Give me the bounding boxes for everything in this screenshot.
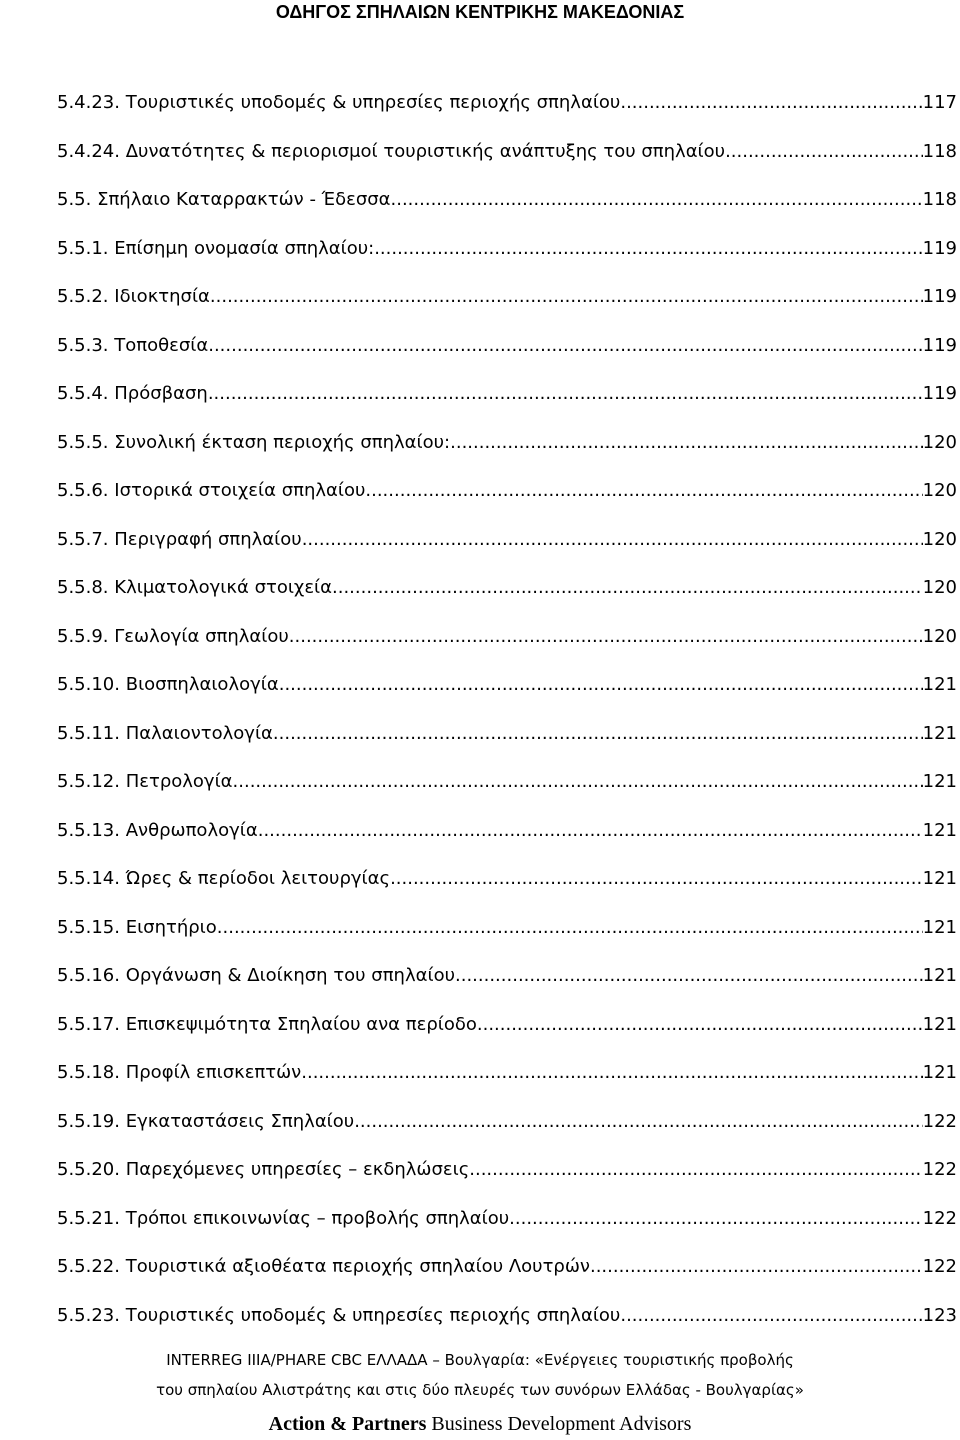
toc-entry-page: 123: [922, 1304, 957, 1326]
toc-entry-title: Παλαιοντολογία: [125, 722, 273, 744]
toc-entry-title: Πετρολογία: [125, 771, 233, 793]
toc-entry-page: 120: [922, 480, 957, 502]
toc-entry-number: 5.5.13.: [57, 819, 120, 841]
toc-entry-page: 120: [922, 577, 957, 599]
toc-entry-page: 121: [922, 965, 957, 987]
toc-entry-label: [57, 322, 208, 371]
dot-leader: [450, 419, 923, 468]
toc-entry[interactable]: [57, 807, 957, 856]
dot-leader: [590, 1243, 923, 1292]
toc-entry-number: 5.5.6.: [57, 480, 109, 502]
dot-leader: [273, 710, 923, 759]
toc-entry[interactable]: [57, 1292, 957, 1341]
toc-entry-title: Τρόποι επικοινωνίας – προβολής σπηλαίου: [125, 1207, 510, 1229]
dot-leader: [279, 661, 923, 710]
toc-entry-number: 5.5.5.: [57, 431, 109, 453]
toc-entry-number: 5.4.23.: [57, 92, 120, 113]
toc-entry-page: 120: [922, 528, 957, 550]
toc-entry-label: [57, 807, 258, 856]
toc-entry-page: 121: [922, 722, 957, 744]
toc-entry[interactable]: [57, 128, 957, 177]
toc-entry-page: 117: [922, 92, 957, 113]
toc-entry-page: 119: [922, 383, 957, 405]
toc-entry-number: 5.4.24.: [57, 140, 120, 162]
toc-entry-label: [57, 1049, 301, 1098]
toc-entry-title: Γεωλογία σπηλαίου: [114, 625, 289, 647]
toc-entry-number: 5.5.12.: [57, 771, 120, 793]
toc-entry-label: [57, 273, 210, 322]
toc-entry-label: [57, 758, 233, 807]
toc-entry-title: Παρεχόμενες υπηρεσίες – εκδηλώσεις: [125, 1159, 470, 1181]
dot-leader: [365, 467, 922, 516]
toc-entry[interactable]: [57, 419, 957, 468]
toc-entry-page: 121: [922, 819, 957, 841]
toc-entry-page: 122: [922, 1110, 957, 1132]
toc-entry-page: 121: [922, 1062, 957, 1084]
footer-brand-name: Action & Partners: [268, 1413, 427, 1435]
toc-entry-label: [57, 1098, 354, 1147]
toc-entry-title: Οργάνωση & Διοίκηση του σπηλαίου: [125, 965, 455, 987]
dot-leader: [302, 516, 923, 565]
toc-entry[interactable]: [57, 904, 957, 953]
dot-leader: [332, 564, 923, 613]
toc-entry[interactable]: [57, 613, 957, 662]
dot-leader: [217, 904, 923, 953]
toc-entry-page: 121: [922, 674, 957, 696]
toc-entry-label: [57, 128, 725, 177]
toc-entry-title: Δυνατότητες & περιορισμοί τουριστικής ανάπτυξης του σπηλαίου: [125, 140, 726, 162]
toc-entry-page: 119: [922, 286, 957, 308]
toc-entry-title: Επισκεψιμότητα Σπηλαίου ανα περίοδο: [125, 1013, 477, 1035]
toc-entry-number: 5.5.10.: [57, 674, 120, 696]
toc-entry-label: [57, 467, 365, 516]
toc-entry-label: [57, 952, 455, 1001]
toc-entry-title: Κλιματολογικά στοιχεία: [114, 577, 333, 599]
toc-entry-label: [57, 1292, 620, 1341]
toc-entry-title: Τουριστικές υποδομές & υπηρεσίες περιοχής σπηλαίου: [125, 92, 621, 113]
table-of-contents: [57, 79, 957, 1340]
dot-leader: [258, 807, 923, 856]
toc-entry[interactable]: [57, 952, 957, 1001]
toc-entry-label: [57, 904, 217, 953]
toc-entry-number: 5.5.2.: [57, 286, 109, 308]
toc-entry-page: 120: [922, 431, 957, 453]
toc-entry-number: 5.5.7.: [57, 528, 109, 550]
toc-entry-label: [57, 516, 302, 565]
dot-leader: [390, 855, 923, 904]
toc-entry-label: [57, 710, 273, 759]
toc-entry-label: [57, 79, 620, 128]
toc-entry-number: 5.5.23.: [57, 1304, 120, 1326]
toc-entry[interactable]: [57, 467, 957, 516]
toc-entry-title: Σπήλαιο Καταρρακτών - Έδεσσα: [97, 189, 391, 211]
toc-entry[interactable]: [57, 564, 957, 613]
dot-leader: [208, 370, 923, 419]
toc-entry-label: [57, 1001, 477, 1050]
toc-entry-title: Περιγραφή σπηλαίου: [114, 528, 302, 550]
toc-entry[interactable]: [57, 79, 957, 128]
toc-entry-number: 5.5.21.: [57, 1207, 120, 1229]
toc-entry[interactable]: [57, 1098, 957, 1147]
toc-entry[interactable]: [57, 1049, 957, 1098]
toc-entry-number: 5.5.11.: [57, 722, 120, 744]
dot-leader: [210, 273, 923, 322]
dot-leader: [469, 1146, 922, 1195]
toc-entry-number: 5.5.20.: [57, 1159, 120, 1181]
toc-entry-title: Τουριστικά αξιοθέατα περιοχής σπηλαίου Λουτρών: [125, 1256, 590, 1278]
dot-leader: [354, 1098, 922, 1147]
toc-entry[interactable]: [57, 176, 957, 225]
toc-entry-title: Τουριστικές υποδομές & υπηρεσίες περιοχής σπηλαίου: [125, 1304, 621, 1326]
toc-entry-title: Ώρες & περίοδοι λειτουργίας: [125, 868, 391, 890]
toc-entry-number: 5.5.18.: [57, 1062, 120, 1084]
toc-entry-page: 121: [922, 1013, 957, 1035]
toc-entry-number: 5.5.8.: [57, 577, 109, 599]
footer-brand: [0, 1411, 960, 1437]
dot-leader: [620, 1292, 922, 1341]
toc-entry-label: [57, 1146, 469, 1195]
toc-entry-number: 5.5.14.: [57, 868, 120, 890]
toc-entry[interactable]: [57, 710, 957, 759]
footer-project-line-2: του σπηλαίου Αλιστράτης και στις δύο πλευρές των συνόρων Ελλάδας - Βουλγαρίας»: [156, 1381, 804, 1399]
toc-entry-title: Τοποθεσία: [114, 334, 209, 356]
toc-entry-label: [57, 661, 279, 710]
toc-entry-page: 122: [922, 1256, 957, 1278]
toc-entry[interactable]: [57, 1001, 957, 1050]
dot-leader: [455, 952, 923, 1001]
dot-leader: [301, 1049, 922, 1098]
toc-entry-title: Επίσημη ονομασία σπηλαίου:: [114, 237, 375, 259]
toc-entry-label: [57, 564, 332, 613]
toc-entry-page: 121: [922, 868, 957, 890]
toc-entry[interactable]: [57, 225, 957, 274]
toc-entry-number: 5.5.1.: [57, 237, 109, 259]
dot-leader: [374, 225, 922, 274]
dot-leader: [477, 1001, 923, 1050]
toc-entry-page: 119: [922, 334, 957, 356]
toc-entry-page: 122: [922, 1159, 957, 1181]
toc-entry-page: 122: [922, 1207, 957, 1229]
toc-entry-label: [57, 176, 391, 225]
toc-entry[interactable]: [57, 273, 957, 322]
toc-entry[interactable]: [57, 516, 957, 565]
toc-entry-title: Ιστορικά στοιχεία σπηλαίου: [114, 480, 366, 502]
toc-entry-page: 118: [922, 189, 957, 211]
dot-leader: [391, 176, 923, 225]
toc-entry-label: [57, 1243, 590, 1292]
dot-leader: [725, 128, 923, 177]
toc-entry-label: [57, 855, 390, 904]
dot-leader: [509, 1195, 922, 1244]
toc-entry-title: Προφίλ επισκεπτών: [125, 1062, 302, 1084]
toc-entry[interactable]: [57, 322, 957, 371]
toc-entry-page: 118: [922, 140, 957, 162]
dot-leader: [289, 613, 923, 662]
toc-entry-label: [57, 225, 374, 274]
toc-entry-title: Συνολική έκταση περιοχής σπηλαίου:: [114, 431, 451, 453]
dot-leader: [233, 758, 923, 807]
toc-entry-title: Βιοσπηλαιολογία: [125, 674, 279, 696]
toc-entry-number: 5.5.17.: [57, 1013, 120, 1035]
toc-entry[interactable]: [57, 370, 957, 419]
toc-entry-number: 5.5.3.: [57, 334, 109, 356]
toc-entry-number: 5.5.16.: [57, 965, 120, 987]
toc-entry[interactable]: [57, 661, 957, 710]
footer-project-line-1: INTERREG IIIA/PHARE CBC ΕΛΛΑΔΑ – Βουλγαρία: «Ενέργειες τουριστικής προβολής: [166, 1351, 794, 1369]
toc-entry-page: 121: [922, 916, 957, 938]
toc-entry-label: [57, 370, 208, 419]
toc-entry-page: 120: [922, 625, 957, 647]
toc-entry-label: [57, 1195, 509, 1244]
toc-entry-page: 121: [922, 771, 957, 793]
toc-entry-title: Εγκαταστάσεις Σπηλαίου: [125, 1110, 355, 1132]
toc-entry-number: 5.5.19.: [57, 1110, 120, 1132]
toc-entry-title: Πρόσβαση: [114, 383, 208, 405]
toc-entry[interactable]: [57, 1146, 957, 1195]
toc-entry-title: Ανθρωπολογία: [125, 819, 258, 841]
toc-entry-number: 5.5.4.: [57, 383, 109, 405]
dot-leader: [208, 322, 922, 371]
toc-entry-page: 119: [922, 237, 957, 259]
footer-brand-tagline: Business Development Advisors: [431, 1413, 692, 1435]
dot-leader: [620, 79, 922, 128]
toc-entry-title: Ιδιοκτησία: [114, 286, 210, 308]
page-header-title: ΟΔΗΓΟΣ ΣΠΗΛΑΙΩΝ ΚΕΝΤΡΙΚΗΣ ΜΑΚΕΔΟΝΙΑΣ: [275, 2, 685, 22]
toc-entry-number: 5.5.: [57, 189, 92, 211]
toc-entry-number: 5.5.15.: [57, 916, 120, 938]
toc-entry[interactable]: [57, 1195, 957, 1244]
toc-entry-title: Εισητήριο: [125, 916, 217, 938]
toc-entry-label: [57, 613, 289, 662]
toc-entry[interactable]: [57, 758, 957, 807]
toc-entry[interactable]: [57, 855, 957, 904]
toc-entry[interactable]: [57, 1243, 957, 1292]
toc-entry-number: 5.5.22.: [57, 1256, 120, 1278]
toc-entry-label: [57, 419, 450, 468]
toc-entry-number: 5.5.9.: [57, 625, 109, 647]
